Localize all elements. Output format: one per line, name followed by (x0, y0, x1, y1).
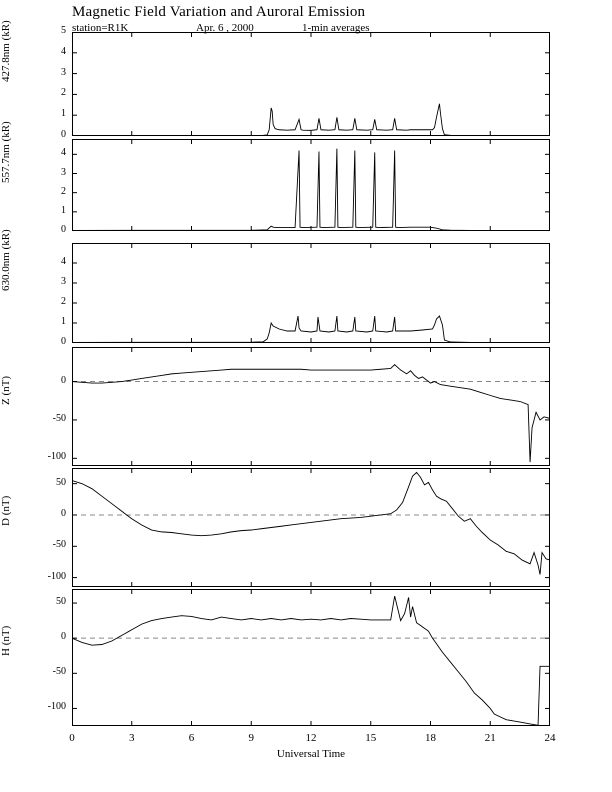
panel-427nm-ytick: 0 (61, 129, 66, 140)
panel-h-plot (72, 589, 550, 726)
panel-427nm-ytick: 3 (61, 66, 66, 78)
panel-557nm-plot (72, 139, 550, 231)
panel-d-series-D (72, 472, 550, 574)
x-tick-label: 9 (248, 732, 254, 744)
x-axis-label: Universal Time (276, 748, 346, 760)
panel-d-ytick: -100 (47, 570, 66, 582)
station-label: station=R1K (72, 22, 129, 34)
panel-557nm-ytick: 2 (61, 185, 66, 197)
date-label: Apr. 6 , 2000 (196, 22, 254, 34)
panel-427nm: 0 1 2 3 4 5 427.8nm (kR) (72, 32, 550, 136)
panel-427nm-ytick: 5 (61, 25, 66, 36)
panel-d-ytick: 50 (56, 476, 66, 488)
averaging-label: 1-min averages (302, 22, 370, 34)
panel-630nm-ytick: 2 (61, 296, 66, 307)
panel-427nm-ytick: 2 (61, 87, 66, 99)
panel-h-ytick: 0 (61, 631, 66, 643)
panel-630nm-plot (72, 243, 550, 343)
panel-z-ytick: -50 (52, 412, 66, 424)
panel-557nm-ytick: 0 (61, 224, 66, 235)
panel-h-series-H (72, 596, 550, 725)
panel-d-ytick: -50 (52, 539, 66, 551)
panel-557nm-series-557.7nm (72, 149, 550, 231)
panel-z-ytick: 0 (61, 374, 66, 386)
x-tick-label: 3 (129, 732, 135, 744)
x-tick-label: 6 (188, 732, 195, 744)
panel-z-series-Z (72, 365, 550, 463)
x-tick-label: 0 (69, 732, 75, 744)
panel-630nm-ytick: 3 (61, 276, 66, 287)
panel-d: -100 -50 0 50 D (nT) (72, 468, 550, 587)
x-tick-label: 15 (365, 732, 377, 744)
panel-h-ytick: -50 (52, 666, 66, 678)
panel-h: -100 -50 0 50 H (nT) (72, 589, 550, 726)
panel-h-ytick: -100 (47, 701, 66, 713)
x-tick-label: 21 (484, 732, 496, 744)
x-tick-label: 18 (425, 732, 436, 744)
panel-427nm-ytick: 4 (61, 45, 66, 57)
panel-h-ytick: 50 (56, 596, 66, 608)
panel-d-plot (72, 468, 550, 587)
panel-630nm-ytick: 0 (61, 336, 66, 347)
panel-630nm-ytick: 1 (61, 316, 66, 327)
panel-z: -100 -50 0 Z (nT) (72, 347, 550, 466)
panel-557nm-ytick: 1 (61, 204, 66, 216)
panel-630nm-ytick: 4 (61, 256, 66, 267)
panel-557nm-ytick: 3 (61, 166, 66, 178)
panel-z-plot (72, 347, 550, 466)
panel-557nm-ytick: 4 (61, 147, 66, 159)
x-tick-label: 12 (305, 732, 317, 744)
panel-z-ytick: -100 (47, 451, 66, 463)
panel-427nm-ytick: 1 (61, 108, 66, 120)
page-title: Magnetic Field Variation and Auroral Emission (72, 4, 366, 20)
panel-427nm-plot (72, 32, 550, 136)
panel-557nm: 0 1 2 3 4 557.7nm (kR) (72, 139, 550, 231)
x-tick-label: 24 (544, 732, 556, 744)
panel-427nm-series-427.8nm (72, 104, 550, 136)
panel-d-ytick: 0 (61, 507, 66, 519)
panel-630nm: 0 1 2 3 4 630.0nm (kR) (72, 243, 550, 343)
